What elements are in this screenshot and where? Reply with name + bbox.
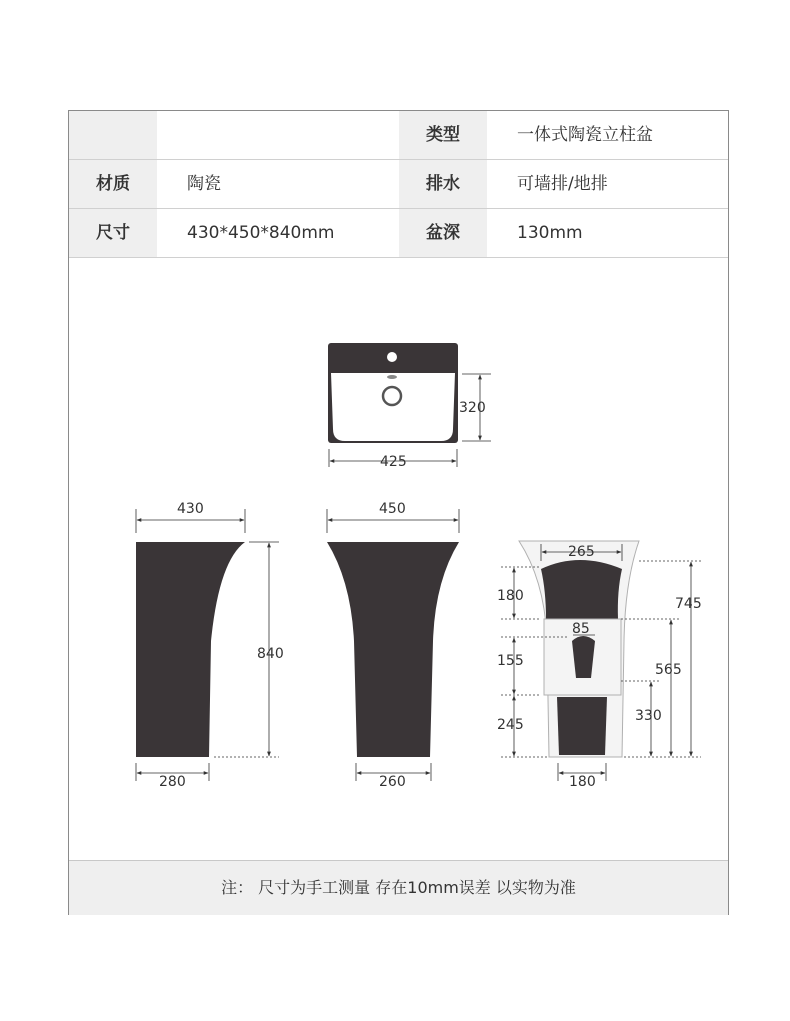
dim-section-h1: 745 [675,596,702,612]
dim-section-h2: 565 [655,662,682,678]
faucet-hole-icon [387,352,397,362]
type-value: 一体式陶瓷立柱盆 [487,111,728,159]
depth-label: 盆深 [399,209,487,257]
dim-top-width: 425 [380,454,407,470]
material-value: 陶瓷 [157,160,399,208]
type-label: 类型 [399,111,487,159]
section-access-hole [572,636,595,678]
measurement-note: 注： 尺寸为手工测量 存在10mm误差 以实物为准 [69,860,728,915]
dim-section-base: 180 [569,774,596,790]
dim-section-hole: 85 [572,621,590,637]
dim-section-b: 155 [497,653,524,669]
dim-top-depth: 320 [459,400,486,416]
size-label: 尺寸 [69,209,157,257]
material-label: 材质 [69,160,157,208]
section-base-cavity [557,697,607,755]
dim-front-base: 260 [379,774,406,790]
dim-front-top: 450 [379,501,406,517]
front-view [327,501,459,790]
size-value: 430*450*840mm [157,209,399,257]
side-view [136,501,284,790]
product-spec-card [68,110,729,915]
drain-value: 可墙排/地排 [487,160,728,208]
dim-side-top: 430 [177,501,204,517]
pedestal-front-body [327,542,459,757]
dim-side-base: 280 [159,774,186,790]
dim-section-c: 245 [497,717,524,733]
dimension-drawing [69,111,728,860]
overflow-icon [387,375,397,379]
pedestal-side-body [136,542,245,757]
basin-bowl [331,373,455,441]
dim-section-h3: 330 [635,708,662,724]
section-view [497,541,702,790]
section-bowl-cavity [541,560,622,619]
dim-section-a: 180 [497,588,524,604]
depth-value: 130mm [487,209,728,257]
dim-section-top: 265 [568,544,595,560]
dim-side-height: 840 [257,646,284,662]
drain-label: 排水 [399,160,487,208]
top-view [328,343,491,470]
